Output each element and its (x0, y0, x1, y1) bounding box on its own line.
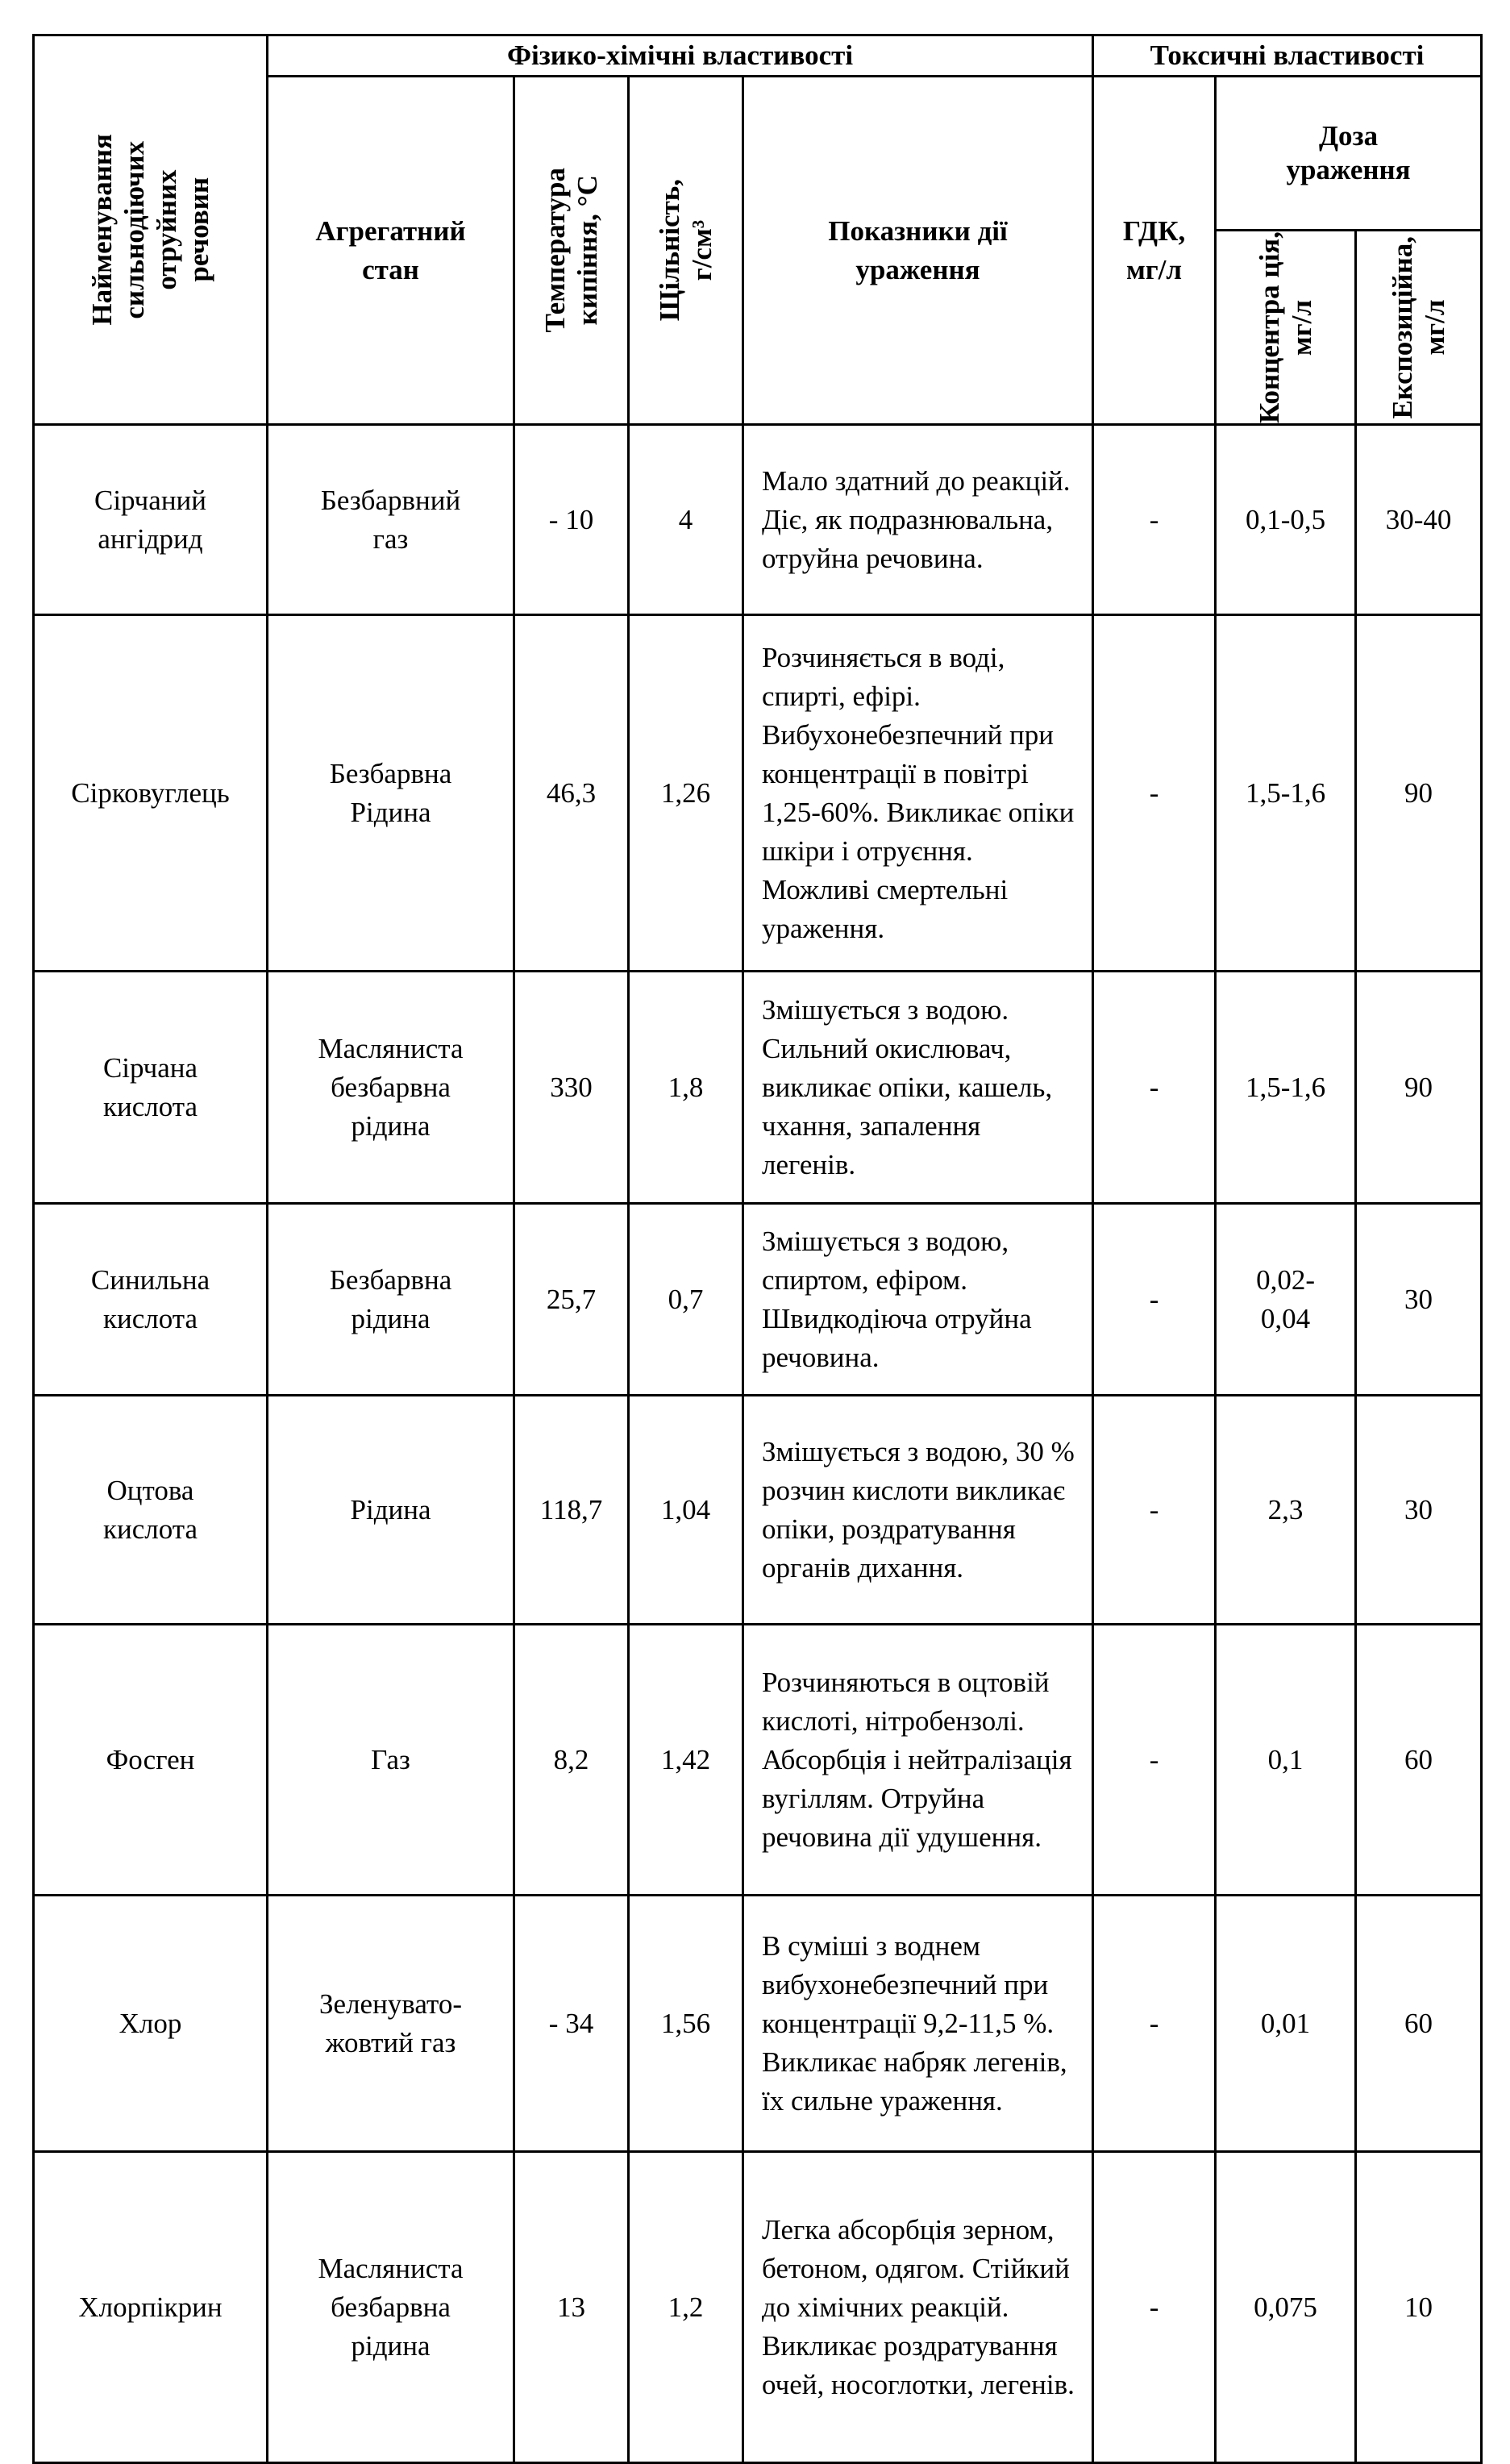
damage-indicators: Розчиняються в оцтовій кислоті, нітробензолі. Абсорбція і нейтралізація вугіллям. Отруйна речовина дії удушення. (743, 1625, 1093, 1896)
aggregate-state: Газ (268, 1625, 514, 1896)
header-physicochemical: Фізико-хімічні властивості (268, 35, 1093, 77)
density: 1,8 (629, 972, 743, 1204)
table-row (34, 1204, 1482, 1396)
density: 1,2 (629, 2152, 743, 2463)
substance-name: Сірчаний ангідрид (34, 425, 268, 615)
boiling-point: 25,7 (514, 1204, 629, 1396)
table-row (34, 1396, 1482, 1625)
aggregate-state: Безбарвна Рідина (268, 615, 514, 972)
aggregate-state: Безбарвна рідина (268, 1204, 514, 1396)
table-row (34, 425, 1482, 615)
concentration-value: 1,5-1,6 (1216, 615, 1356, 972)
damage-indicators: Змішується з водою, спиртом, ефіром. Швидкодіюча отруйна речовина. (743, 1204, 1093, 1396)
header-exposure: Експозиційна, мг/л (1356, 230, 1482, 424)
exposure-value: 60 (1356, 1625, 1482, 1896)
boiling-point: 46,3 (514, 615, 629, 972)
boiling-point: - 10 (514, 425, 629, 615)
exposure-value: 60 (1356, 1896, 1482, 2152)
mac-value: - (1093, 1625, 1216, 1896)
concentration-value: 0,1-0,5 (1216, 425, 1356, 615)
mac-value: - (1093, 972, 1216, 1204)
density: 4 (629, 425, 743, 615)
exposure-value: 30 (1356, 1204, 1482, 1396)
exposure-value: 30 (1356, 1396, 1482, 1625)
mac-value: - (1093, 2152, 1216, 2463)
substance-name: Синильна кислота (34, 1204, 268, 1396)
boiling-point: 118,7 (514, 1396, 629, 1625)
header-mac: ГДК, мг/л (1093, 77, 1216, 425)
exposure-value: 90 (1356, 972, 1482, 1204)
concentration-value: 2,3 (1216, 1396, 1356, 1625)
header-damage-indicators: Показники дії ураження (743, 77, 1093, 425)
substance-name: Хлор (34, 1896, 268, 2152)
damage-indicators: Мало здатний до реакцій. Діє, як подразнювальна, отруйна речовина. (743, 425, 1093, 615)
density: 1,42 (629, 1625, 743, 1896)
table-row (34, 972, 1482, 1204)
density: 0,7 (629, 1204, 743, 1396)
aggregate-state: Зеленувато- жовтий газ (268, 1896, 514, 2152)
header-substance-name: Найменування сильнодіючих отруйних речовин (34, 35, 268, 425)
header-toxic: Токсичні властивості (1093, 35, 1482, 77)
aggregate-state: Масляниста безбарвна рідина (268, 2152, 514, 2463)
exposure-value: 30-40 (1356, 425, 1482, 615)
damage-indicators: Змішується з водою, 30 % розчин кислоти викликає опіки, роздратування органів дихання. (743, 1396, 1093, 1625)
concentration-value: 1,5-1,6 (1216, 972, 1356, 1204)
header-aggregate-state: Агрегатний стан (268, 77, 514, 425)
header-density: Щільність, г/см³ (629, 77, 743, 425)
mac-value: - (1093, 1396, 1216, 1625)
table-row (34, 615, 1482, 972)
table-row (34, 1896, 1482, 2152)
mac-value: - (1093, 615, 1216, 972)
substance-name: Сірчана кислота (34, 972, 268, 1204)
boiling-point: 8,2 (514, 1625, 629, 1896)
substance-name: Сірковуглець (34, 615, 268, 972)
mac-value: - (1093, 1204, 1216, 1396)
boiling-point: 330 (514, 972, 629, 1204)
boiling-point: 13 (514, 2152, 629, 2463)
concentration-value: 0,01 (1216, 1896, 1356, 2152)
mac-value: - (1093, 425, 1216, 615)
concentration-value: 0,075 (1216, 2152, 1356, 2463)
table-row (34, 2152, 1482, 2463)
header-boiling-point: Температура кипіння, °С (514, 77, 629, 425)
damage-indicators: Змішується з водою. Сильний окислювач, викликає опіки, кашель, чхання, запалення легенів. (743, 972, 1093, 1204)
density: 1,56 (629, 1896, 743, 2152)
concentration-value: 0,1 (1216, 1625, 1356, 1896)
toxic-substances-table (32, 34, 1483, 2464)
density: 1,26 (629, 615, 743, 972)
header-concentration: Концентра ція, мг/л (1216, 230, 1356, 424)
aggregate-state: Безбарвний газ (268, 425, 514, 615)
aggregate-state: Рідина (268, 1396, 514, 1625)
header-damage-dose: Доза ураження (1216, 77, 1482, 231)
aggregate-state: Масляниста безбарвна рідина (268, 972, 514, 1204)
damage-indicators: Розчиняється в воді, спирті, ефірі. Вибухонебезпечний при концентрації в повітрі 1,25-60%. Викликає опіки шкіри і отруєння. Можливі смертельні ураження. (743, 615, 1093, 972)
density: 1,04 (629, 1396, 743, 1625)
damage-indicators: В суміші з воднем вибухонебезпечний при концентрації 9,2-11,5 %. Викликає набряк легенів, їх сильне ураження. (743, 1896, 1093, 2152)
mac-value: - (1093, 1896, 1216, 2152)
exposure-value: 90 (1356, 615, 1482, 972)
substance-name: Фосген (34, 1625, 268, 1896)
substance-name: Оцтова кислота (34, 1396, 268, 1625)
exposure-value: 10 (1356, 2152, 1482, 2463)
damage-indicators: Легка абсорбція зерном, бетоном, одягом. Стійкий до хімічних реакцій. Викликає роздратування очей, носоглотки, легенів. (743, 2152, 1093, 2463)
substance-name: Хлорпікрин (34, 2152, 268, 2463)
concentration-value: 0,02- 0,04 (1216, 1204, 1356, 1396)
boiling-point: - 34 (514, 1896, 629, 2152)
table-row (34, 1625, 1482, 1896)
